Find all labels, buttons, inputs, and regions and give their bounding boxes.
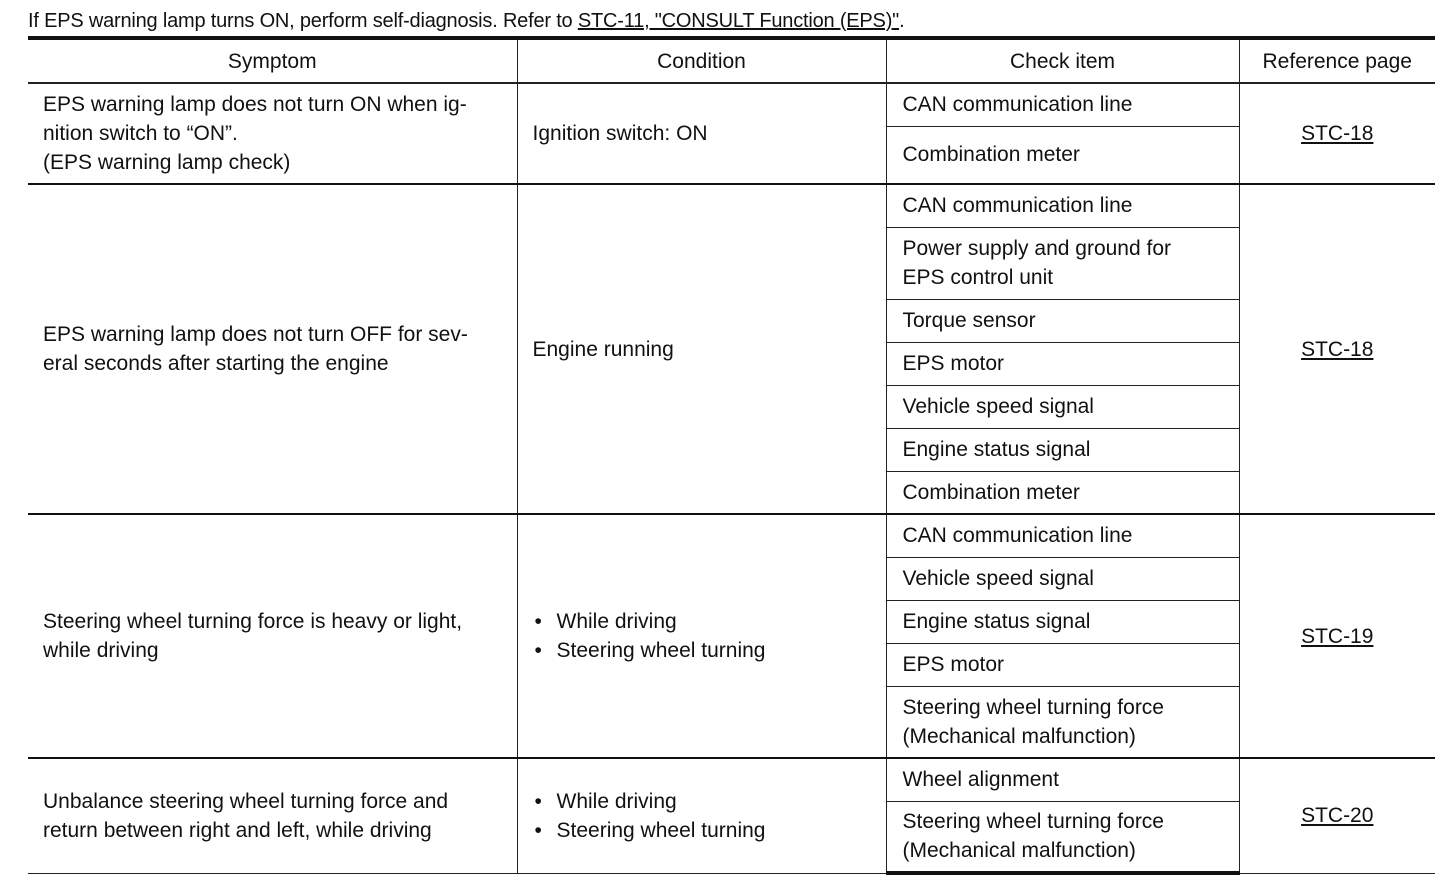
check-item-text: Combination meter bbox=[902, 480, 1080, 504]
condition-bullet-item: • Steering wheel turning bbox=[533, 636, 876, 665]
consult-function-link[interactable]: STC-11, "CONSULT Function (EPS)" bbox=[577, 10, 900, 32]
intro-text: If EPS warning lamp turns ON, perform self-diagnosis. Refer to bbox=[28, 10, 578, 32]
check-item-text: Vehicle speed signal bbox=[902, 567, 1094, 590]
check-item-cell bbox=[886, 227, 1239, 299]
condition-bullet-item: • Steering wheel turning bbox=[533, 816, 876, 845]
header-condition: Condition bbox=[517, 38, 886, 83]
reference-page-link[interactable]: STC-18 bbox=[1301, 337, 1374, 361]
check-item-text: Engine status signal bbox=[902, 610, 1091, 633]
check-item-text: CAN communication line bbox=[902, 93, 1133, 117]
symptom-text: eral seconds after starting the engine bbox=[43, 352, 389, 375]
symptom-cell bbox=[28, 514, 517, 758]
intro-note bbox=[28, 9, 904, 33]
table-body bbox=[28, 83, 1435, 873]
symptom-text: (EPS warning lamp check) bbox=[43, 151, 291, 174]
reference-page-link[interactable]: STC-20 bbox=[1301, 804, 1374, 828]
symptom-cell bbox=[28, 83, 517, 184]
check-item-text: EPS control unit bbox=[902, 266, 1054, 289]
check-item-cell bbox=[886, 471, 1239, 514]
check-item-text: Combination meter bbox=[902, 143, 1080, 167]
condition-cell bbox=[517, 184, 886, 514]
reference-cell bbox=[1239, 184, 1435, 514]
check-item-cell bbox=[886, 600, 1239, 643]
table-row bbox=[28, 514, 1435, 557]
check-item-cell bbox=[886, 686, 1239, 758]
check-item-text: Steering wheel turning force bbox=[902, 810, 1164, 834]
condition-bullet-item: • While driving bbox=[533, 787, 876, 816]
intro-period: . bbox=[899, 10, 905, 32]
check-item-text: (Mechanical malfunction) bbox=[902, 839, 1136, 863]
reference-cell bbox=[1239, 83, 1435, 184]
condition-bullet-list bbox=[533, 607, 876, 665]
table-row bbox=[28, 184, 1435, 227]
check-item-cell bbox=[886, 801, 1239, 873]
table-row bbox=[28, 83, 1435, 126]
symptom-text: return between right and left, while driving bbox=[43, 818, 432, 842]
table-header-row bbox=[28, 38, 1435, 83]
condition-text: Engine running bbox=[532, 337, 674, 361]
check-item-text: (Mechanical malfunction) bbox=[902, 724, 1136, 748]
symptom-cell bbox=[28, 184, 517, 514]
condition-bullet-list bbox=[533, 787, 876, 845]
check-item-cell bbox=[886, 557, 1239, 600]
check-item-cell bbox=[886, 184, 1239, 227]
check-item-cell bbox=[886, 342, 1239, 385]
check-item-text: Power supply and ground for bbox=[902, 237, 1171, 260]
check-item-text: Steering wheel turning force bbox=[902, 695, 1164, 719]
condition-cell bbox=[517, 514, 886, 758]
check-item-cell bbox=[886, 126, 1239, 184]
check-item-text: Wheel alignment bbox=[902, 768, 1059, 792]
check-item-text: Vehicle speed signal bbox=[902, 395, 1094, 418]
check-item-text: Torque sensor bbox=[902, 309, 1036, 332]
header-symptom: Symptom bbox=[28, 38, 517, 83]
reference-cell bbox=[1239, 514, 1435, 758]
check-item-cell bbox=[886, 385, 1239, 428]
symptom-table bbox=[28, 36, 1435, 875]
condition-text: Ignition switch: ON bbox=[532, 122, 708, 145]
check-item-text: Engine status signal bbox=[902, 438, 1091, 461]
symptom-text: nition switch to “ON”. bbox=[43, 122, 238, 145]
condition-cell bbox=[517, 758, 886, 873]
symptom-cell bbox=[28, 758, 517, 873]
check-item-text: EPS motor bbox=[902, 653, 1005, 676]
check-item-cell bbox=[886, 83, 1239, 126]
header-check-item: Check item bbox=[886, 38, 1239, 83]
check-item-text: EPS motor bbox=[902, 352, 1005, 375]
table-row bbox=[28, 758, 1435, 801]
check-item-text: CAN communication line bbox=[902, 524, 1133, 548]
symptom-text: EPS warning lamp does not turn OFF for sev- bbox=[43, 323, 468, 346]
check-item-cell bbox=[886, 758, 1239, 801]
header-reference-page: Reference page bbox=[1239, 38, 1435, 83]
symptom-text: EPS warning lamp does not turn ON when ig- bbox=[43, 93, 467, 116]
reference-page-link[interactable]: STC-18 bbox=[1301, 122, 1374, 145]
reference-cell bbox=[1239, 758, 1435, 873]
condition-cell bbox=[517, 83, 886, 184]
check-item-text: CAN communication line bbox=[902, 194, 1133, 218]
check-item-cell bbox=[886, 514, 1239, 557]
reference-page-link[interactable]: STC-19 bbox=[1301, 624, 1374, 648]
symptom-text: while driving bbox=[43, 639, 159, 662]
symptom-text: Steering wheel turning force is heavy or light, bbox=[43, 610, 463, 633]
check-item-cell bbox=[886, 428, 1239, 471]
condition-bullet-item: • While driving bbox=[533, 607, 876, 636]
symptom-text: Unbalance steering wheel turning force and bbox=[43, 789, 449, 813]
check-item-cell bbox=[886, 643, 1239, 686]
check-item-cell bbox=[886, 299, 1239, 342]
